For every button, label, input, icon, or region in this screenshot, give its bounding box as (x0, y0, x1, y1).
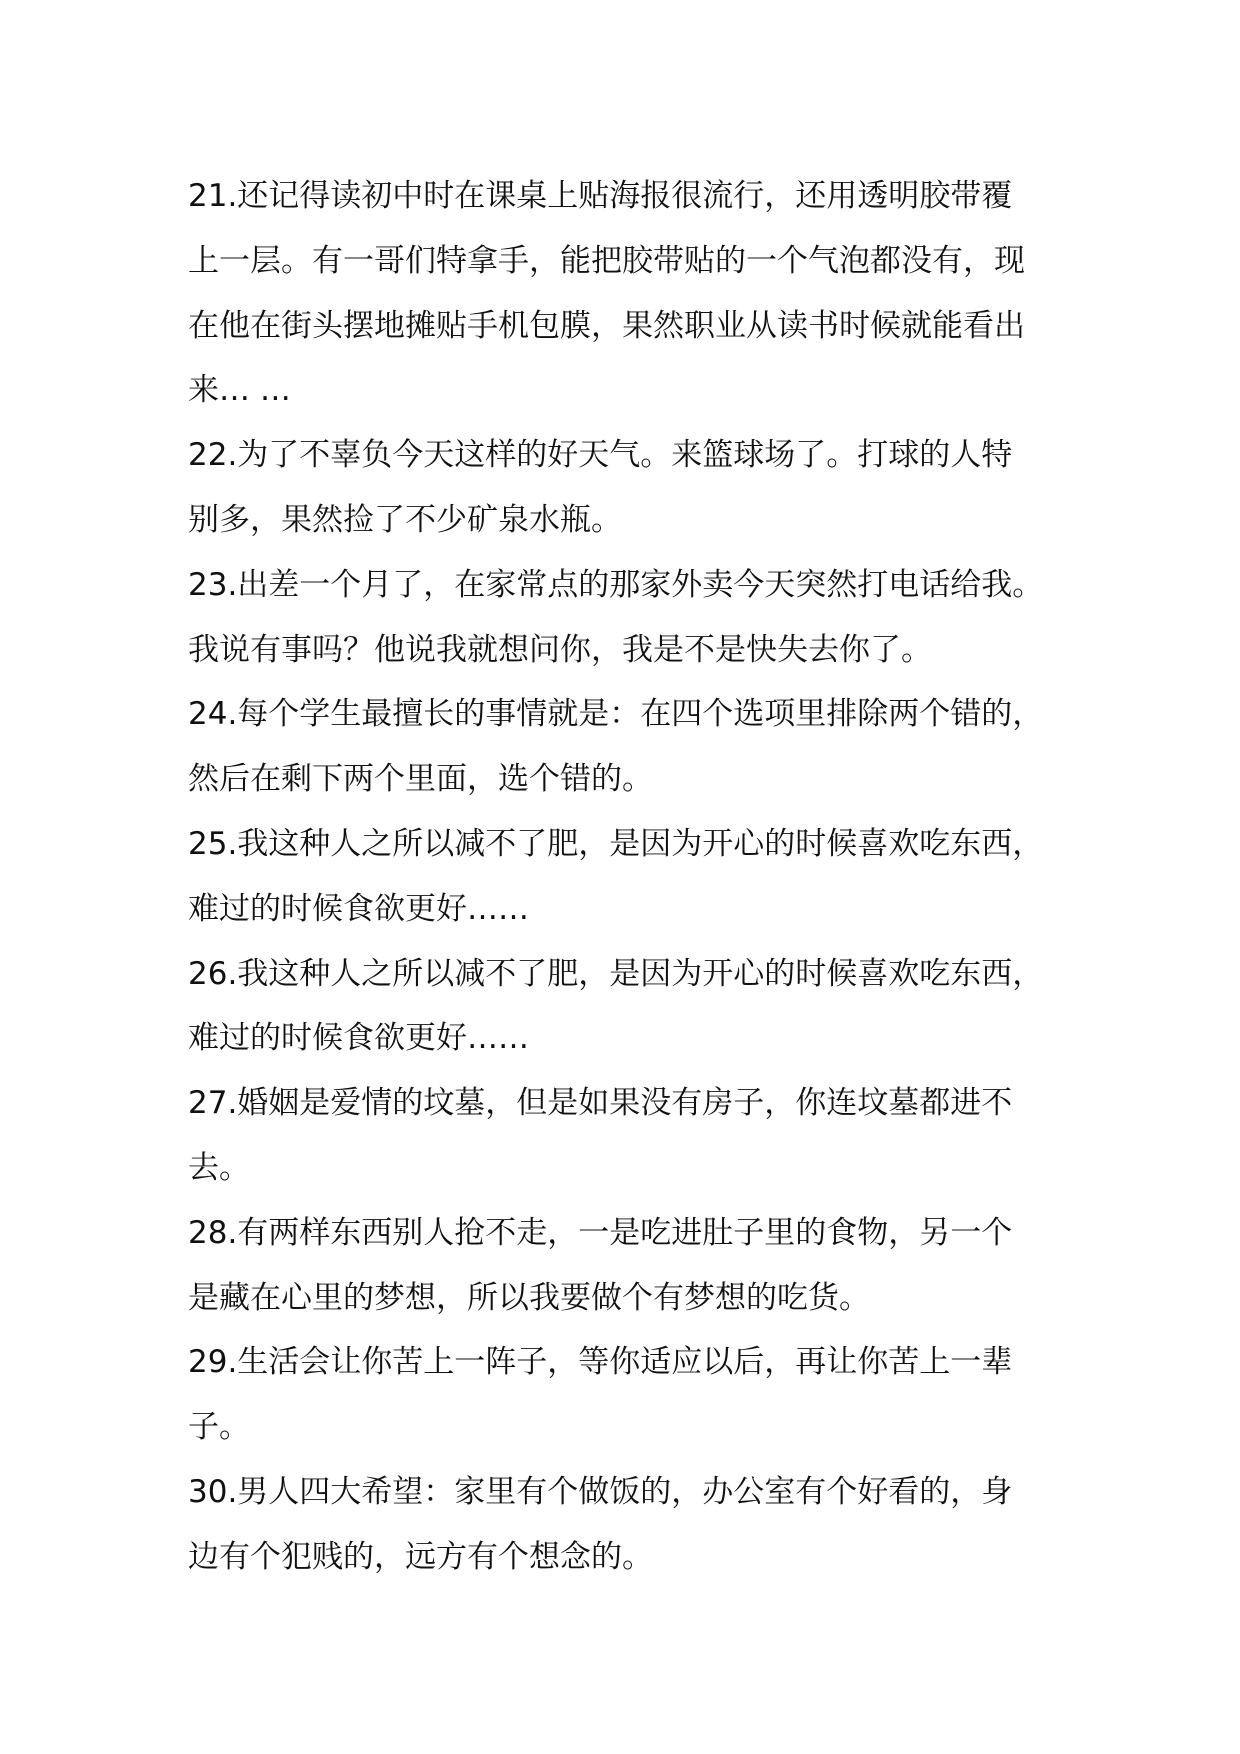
paragraph-line: 难过的时候食欲更好…… (188, 890, 529, 927)
paragraph-line: 23.出差一个月了，在家常点的那家外卖今天突然打电话给我。 (188, 566, 1044, 603)
paragraph-27 (188, 1071, 1088, 1201)
paragraph-24 (188, 682, 1088, 812)
document-body (188, 164, 1088, 1590)
paragraph-28 (188, 1201, 1088, 1331)
paragraph-21 (188, 164, 1088, 423)
paragraph-line: 30.男人四大希望：家里有个做饭的，办公室有个好看的，身 (188, 1473, 1013, 1510)
paragraph-line: 27.婚姻是爱情的坟墓，但是如果没有房子，你连坟墓都进不 (188, 1085, 1013, 1122)
paragraph-line: 25.我这种人之所以减不了肥，是因为开心的时候喜欢吃东西， (188, 825, 1044, 862)
paragraph-line: 边有个犯贱的，远方有个想念的。 (188, 1538, 653, 1575)
paragraph-23 (188, 553, 1088, 683)
paragraph-line: 28.有两样东西别人抢不走，一是吃进肚子里的食物，另一个 (188, 1214, 1013, 1251)
paragraph-25 (188, 812, 1088, 942)
paragraph-line: 21.还记得读初中时在课桌上贴海报很流行，还用透明胶带覆 (188, 178, 1013, 214)
paragraph-line: 在他在街头摆地摊贴手机包膜，果然职业从读书时候就能看出 (188, 307, 1025, 344)
paragraph-line: 24.每个学生最擅长的事情就是：在四个选项里排除两个错的， (188, 696, 1044, 733)
paragraph-line: 26.我这种人之所以减不了肥，是因为开心的时候喜欢吃东西， (188, 955, 1044, 992)
paragraph-29 (188, 1330, 1088, 1460)
paragraph-26 (188, 942, 1088, 1072)
paragraph-line: 22.为了不辜负今天这样的好天气。来篮球场了。打球的人特 (188, 437, 1013, 474)
paragraph-line: 难过的时候食欲更好…… (188, 1020, 529, 1057)
paragraph-line: 我说有事吗？他说我就想问你，我是不是快失去你了。 (188, 631, 932, 668)
paragraph-line: 别多，果然捡了不少矿泉水瓶。 (188, 501, 622, 538)
paragraph-22 (188, 423, 1088, 553)
paragraph-line: 来… … (188, 372, 291, 409)
paragraph-line: 是藏在心里的梦想，所以我要做个有梦想的吃货。 (188, 1279, 870, 1316)
paragraph-30 (188, 1460, 1088, 1590)
paragraph-line: 去。 (188, 1149, 250, 1186)
paragraph-line: 上一层。有一哥们特拿手，能把胶带贴的一个气泡都没有，现 (188, 242, 1025, 279)
paragraph-line: 子。 (188, 1409, 250, 1446)
paragraph-line: 29.生活会让你苦上一阵子，等你适应以后，再让你苦上一辈 (188, 1344, 1013, 1381)
paragraph-line: 然后在剩下两个里面，选个错的。 (188, 761, 653, 798)
